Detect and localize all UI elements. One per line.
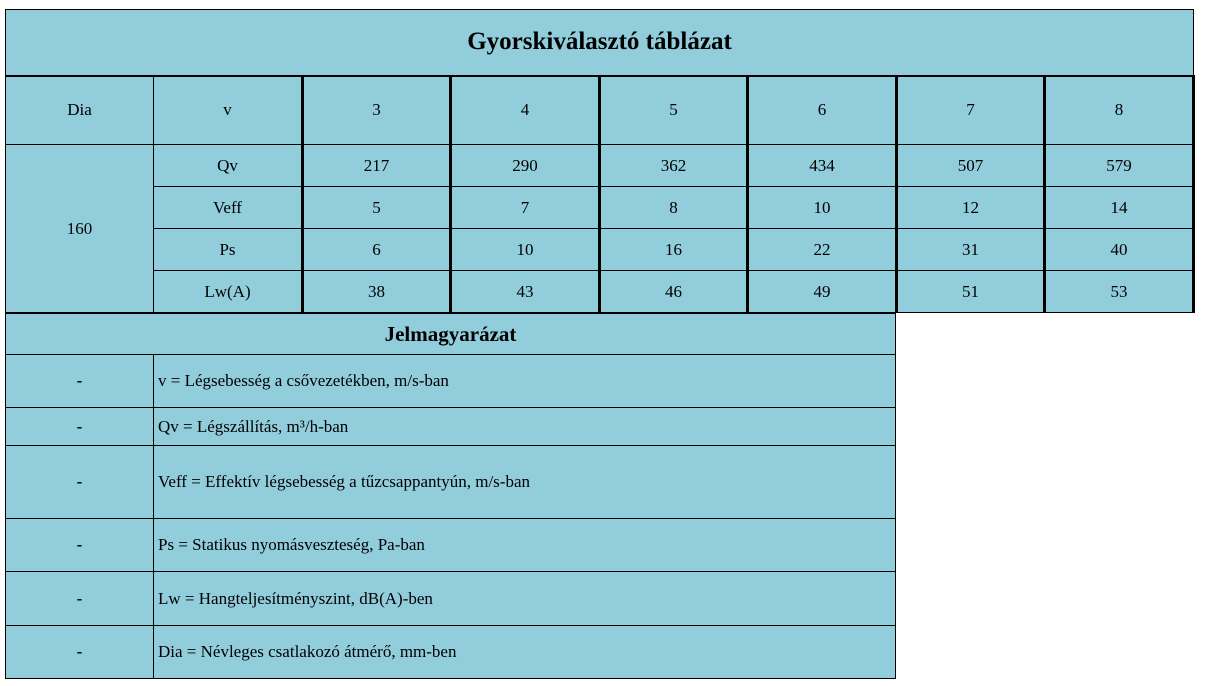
dia-header: Dia [6, 76, 154, 145]
legend-item [6, 572, 896, 626]
legend-marker: - [6, 446, 154, 519]
table-cell: 22 [748, 229, 897, 271]
table-cell: 579 [1045, 145, 1194, 187]
table-cell: 49 [748, 271, 897, 313]
speed-header: 8 [1045, 76, 1194, 145]
legend-item [6, 355, 896, 408]
legend-text: Ps = Statikus nyomásveszteség, Pa-ban [154, 519, 896, 572]
table-cell: 31 [897, 229, 1045, 271]
legend-item [6, 519, 896, 572]
table-cell: 217 [303, 145, 451, 187]
legend-text: Lw = Hangteljesítményszint, dB(A)-ben [154, 572, 896, 626]
legend-marker: - [6, 572, 154, 626]
table-cell: 16 [600, 229, 748, 271]
table-cell: 8 [600, 187, 748, 229]
table-title: Gyorskiválasztó táblázat [6, 10, 1194, 76]
table-cell: 14 [1045, 187, 1194, 229]
table-row [6, 271, 1194, 313]
row-label: Qv [154, 145, 303, 187]
table-row [6, 229, 1194, 271]
speed-header: 6 [748, 76, 897, 145]
table-cell: 507 [897, 145, 1045, 187]
row-label: Ps [154, 229, 303, 271]
header-row [6, 76, 1194, 145]
legend-table [5, 313, 896, 679]
legend-marker: - [6, 519, 154, 572]
legend-title: Jelmagyarázat [6, 314, 896, 355]
table-cell: 10 [451, 229, 600, 271]
legend-marker: - [6, 408, 154, 446]
legend-text: Dia = Névleges csatlakozó átmérő, mm-ben [154, 626, 896, 679]
legend-marker: - [6, 626, 154, 679]
table-cell: 51 [897, 271, 1045, 313]
table-cell: 46 [600, 271, 748, 313]
table-cell: 290 [451, 145, 600, 187]
legend-text: Veff = Effektív légsebesség a tűzcsappantyún, m/s-ban [154, 446, 896, 519]
table-cell: 43 [451, 271, 600, 313]
table-row [6, 187, 1194, 229]
table-cell: 10 [748, 187, 897, 229]
row-label: Lw(A) [154, 271, 303, 313]
legend-item [6, 626, 896, 679]
table-cell: 362 [600, 145, 748, 187]
speed-header: 7 [897, 76, 1045, 145]
v-header: v [154, 76, 303, 145]
table-cell: 40 [1045, 229, 1194, 271]
table-cell: 434 [748, 145, 897, 187]
table-cell: 6 [303, 229, 451, 271]
table-cell: 53 [1045, 271, 1194, 313]
quick-selection-table [5, 9, 1195, 313]
legend-text: Qv = Légszállítás, m³/h-ban [154, 408, 896, 446]
legend-item [6, 446, 896, 519]
legend-item [6, 408, 896, 446]
speed-header: 3 [303, 76, 451, 145]
speed-header: 5 [600, 76, 748, 145]
dia-value: 160 [6, 145, 154, 313]
speed-header: 4 [451, 76, 600, 145]
table-cell: 12 [897, 187, 1045, 229]
table-cell: 7 [451, 187, 600, 229]
row-label: Veff [154, 187, 303, 229]
table-cell: 38 [303, 271, 451, 313]
legend-marker: - [6, 355, 154, 408]
table-cell: 5 [303, 187, 451, 229]
legend-text: v = Légsebesség a csővezetékben, m/s-ban [154, 355, 896, 408]
table-row [6, 145, 1194, 187]
